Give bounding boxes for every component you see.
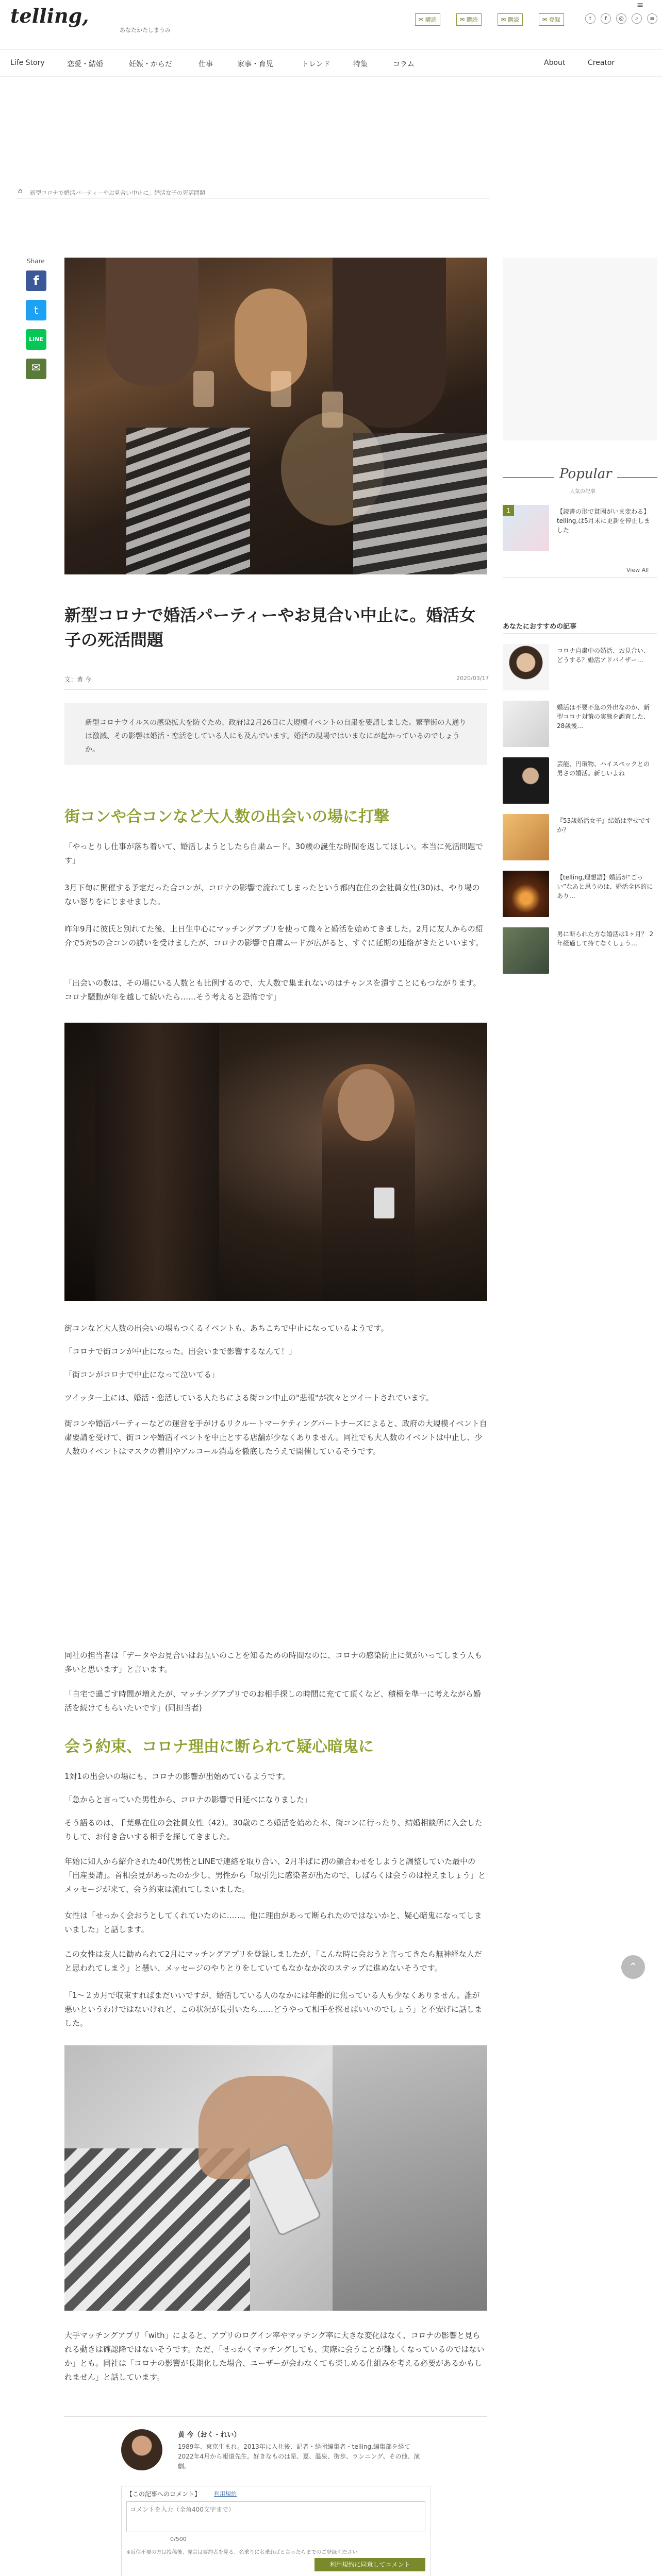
register-button[interactable]: ✉ 登録	[539, 13, 564, 26]
article-author[interactable]: 文：黄 今	[64, 676, 91, 683]
subscribe-button-2[interactable]: ✉ 購読	[456, 13, 482, 26]
nav-item-creator[interactable]: Creator	[588, 59, 615, 67]
subscribe-button-1[interactable]: ✉ 購読	[415, 13, 440, 26]
nav-divider	[0, 76, 662, 77]
comment-note: ※返信不要の方は投稿後、発言は要約者を見る、名乗りに名乗ればと言ったらまでのご登録ください	[126, 2550, 358, 2555]
woman-phone-image	[64, 1023, 487, 1301]
recommend-item-title: 婚活は不要不急の外出なのか、新型コロナ対策の実態を調査した、28歳後…	[557, 704, 650, 730]
nav-item-column[interactable]: コラム	[393, 60, 415, 69]
article-paragraph: 1対1の出会いの場にも、コロナの影響が出始めているようです。	[64, 1772, 290, 1781]
recommend-item-title: 『53歳婚活女子』結婚は幸せですか？	[557, 817, 652, 834]
terms-link[interactable]: 利用規約	[214, 2490, 237, 2497]
quote-tweet: 「街コンがコロナで中止になって泣いてる」	[64, 1370, 220, 1379]
recommend-item-title: コロナ自粛中の婚活、お見合い、どうする？婚活アドバイザー…	[557, 647, 650, 664]
author-avatar	[121, 2429, 162, 2470]
popular-item[interactable]	[503, 505, 657, 556]
recommend-section-title: あなたにおすすめの記事	[503, 623, 577, 631]
nav-item-work[interactable]: 仕事	[198, 60, 213, 69]
author-divider	[64, 2416, 487, 2417]
recommend-item-image	[503, 644, 549, 690]
recommend-item[interactable]	[503, 757, 657, 809]
article-paragraph: そう語るのは、千葉県在住の会社員女性（42）。30歳のころ婚活を始めた本、街コンに行ったり、結婚相談所に入会したりして、お付き合いする相手を探してきました。	[64, 1818, 483, 1841]
recommend-item-image	[503, 814, 549, 860]
nav-item-pregnancy[interactable]: 妊娠・からだ	[129, 60, 172, 69]
article-paragraph: 年始に知人から紹介された40代男性とLINEで連絡を取り合い、2月半ばに初の顔合わせをしようと調整していた最中の「出産要請」。首相会見があったのか少し、男性から「取引先に感染者が出たので、しばらくは会うのは控えましょう」とメッセージが来て、会う約束は流れてしまいました。	[64, 1857, 486, 1894]
quote-tweet: 「コロナで街コンが中止になった。出会いまで影響するなんて！」	[64, 1347, 297, 1356]
hero-image	[64, 258, 487, 574]
recommend-item[interactable]	[503, 871, 657, 922]
nav-item-trend[interactable]: トレンド	[302, 60, 330, 69]
article-paragraph: 「急からと言っていた男性から、コロナの影響で日延べになりました」	[64, 1795, 312, 1804]
recommend-item-image	[503, 757, 549, 804]
recommend-item-title: 【telling,理想語】婚活が“ごっい”なあと思うのは、婚活全体的にあり…	[557, 874, 653, 900]
sidebar-ad	[503, 258, 657, 440]
nav-item-feature[interactable]: 特集	[353, 60, 368, 69]
recommend-item-title: 芸能、円環物、ハイスペックとの男さの婚活。新しいよね	[557, 760, 650, 777]
recommend-item-image	[503, 871, 549, 917]
tagline: あなたかたしまうみ	[120, 27, 171, 33]
home-icon[interactable]: ⌂	[18, 187, 23, 195]
recommend-item[interactable]	[503, 927, 657, 979]
line-share-icon[interactable]: LINE	[26, 329, 46, 350]
subscribe-button-3[interactable]: ✉ 購読	[498, 13, 523, 26]
article-paragraph: 「出会いの数は、その場にいる人数とも比例するので、大人数で集まれないのはチャンスを潰すことにもつながります。コロナ騒動が年を越して続いたら……そう考えると恐怖です」	[64, 978, 481, 1002]
article-paragraph: 「1〜２カ月で収束すればまだいいですが、婚活している人のなかには年齢的に焦っている人も少なくありません。誰が悪いというわけではないけれど、この状況が長引いたら……どうやって相手を探せばいいのでしょう」と不安げに話しました。	[64, 1991, 483, 2028]
article-paragraph: 「やっとりし仕事が落ち着いて、婚活しようとしたら自粛ムード。30歳の誕生な時間を返してほしい。本当に死活問題です」	[64, 842, 483, 865]
article-paragraph: ツイッター上には、婚活・恋活している人たちによる街コン中止の"悲報"が次々とツイートされています。	[64, 1393, 434, 1402]
comment-count: 0/500	[170, 2536, 187, 2543]
hands-phone-image	[64, 2045, 487, 2311]
nav-item-life-story[interactable]: Life Story	[10, 59, 45, 67]
title-divider	[64, 689, 487, 690]
section-heading-1: 街コンや合コンなど大人数の出会いの場に打撃	[64, 808, 389, 826]
mail-share-icon[interactable]: ✉	[26, 359, 46, 379]
article-date: 2020/03/17	[456, 675, 489, 682]
comments-label: 【この記事へのコメント】	[126, 2490, 201, 2498]
author-name: 黄 今（おく・れい）	[178, 2431, 241, 2439]
popular-subtitle: 人気の記事	[570, 489, 595, 495]
header-divider	[0, 49, 662, 50]
share-label: Share	[27, 258, 45, 265]
facebook-share-icon[interactable]: f	[26, 270, 46, 291]
facebook-icon[interactable]: f	[601, 13, 611, 24]
section-heading-2: 会う約束、コロナ理由に断られて疑心暗鬼に	[64, 1738, 374, 1756]
search-icon[interactable]: ⌕	[632, 13, 642, 24]
article-paragraph: 街コンなど大人数の出会いの場もつくるイベントも、あちこちで中止になっているようです。	[64, 1324, 389, 1333]
article-paragraph: 昨年9月に彼氏と別れてた後、上日生中心にマッチングアプリを使って幾々と婚活を始めてきました。2月に友人からの紹介で5対5の合コンの誘いを受けましたが、コロナの影響で自粛ムードが広がると、すぐに延期の連絡がきたといいます。	[64, 924, 484, 947]
menu-icon[interactable]: ≡	[647, 13, 657, 24]
logo[interactable]: telling,	[10, 4, 89, 27]
recommend-item-image	[503, 927, 549, 974]
twitter-share-icon[interactable]: t	[26, 300, 46, 320]
recommend-item[interactable]	[503, 644, 657, 696]
recommend-item-title: 男に断られた方な婚活は1ヶ月？ 2年経過して持てなくしょう…	[557, 930, 654, 947]
comment-submit-button[interactable]: 利用規約に同意してコメント	[315, 2558, 425, 2571]
sidebar-divider	[503, 577, 657, 578]
recommend-item[interactable]	[503, 814, 657, 866]
article-paragraph: 「自宅で過ごす時間が増えたが、マッチングアプリでのお相手探しの時間に充てて頂くなど、積極を準一に考えながら婚活を続けてもらいたいです」(同担当者)	[64, 1689, 481, 1713]
scroll-top-button[interactable]: ⌃	[621, 1955, 645, 1979]
article-title: 新型コロナで婚活パーティーやお見合い中止に。婚活女子の死活問題	[64, 605, 476, 650]
article-paragraph: 女性は「せっかく会おうとしてくれていたのに……。他に理由があって断られたのではないかと、疑心暗鬼になってしまいました」と話します。	[64, 1911, 482, 1934]
article-paragraph: 街コンや婚活パーティーなどの運営を手がけるリクルートマーケティングパートナーズによると、政府の大規模イベント自粛要請を受けて、街コンや婚活イベントを中止とする店舗が少なくありません。同社でも大人数のイベントは中止し、少人数のイベントはマスクの着用やアルコール消毒を徹底したうえで開催しているそうです。	[64, 1419, 487, 1456]
article-paragraph: この女性は友人に勧められて2月にマッチングアプリを登録しましたが、「こんな時に会おうと言ってきたら無神経な人だと思われてしまう」と懸い、メッセージのやりとりをしていてもなかなか次のステップに進めないそうです。	[64, 1950, 482, 1973]
nav-item-about[interactable]: About	[544, 59, 566, 67]
recommend-item[interactable]	[503, 701, 657, 752]
nav-item-love[interactable]: 恋愛・結婚	[67, 60, 103, 69]
article-paragraph: 3月下旬に開催する予定だった合コンが、コロナの影響で流れてしまったという都内在住の会社員女性(30)は、やり場のない怒りをにじませました。	[64, 883, 480, 906]
twitter-icon[interactable]: t	[585, 13, 595, 24]
article-paragraph: 大手マッチングアプリ「with」によると、アプリのログイン率やマッチング率に大きな変化はなく、コロナの影響と見られる動きは確認降ではないそうです。ただ、「せっかくマッチングしても、実際に会うことが難しくなっているのではないか」とも。同社は「コロナの影響が長期化した場合、ユーザーが会わなくても楽しめる仕組みを考える必要があるかもしれません」と話しています。	[64, 2331, 485, 2382]
rank-badge: 1	[503, 505, 514, 516]
nav-item-housework[interactable]: 家事・育児	[237, 60, 273, 69]
instagram-icon[interactable]: ◎	[616, 13, 626, 24]
recommend-item-image	[503, 701, 549, 747]
comment-input[interactable]	[126, 2501, 425, 2532]
nav-menu-icon[interactable]: ≡	[637, 0, 644, 10]
article-lead: 新型コロナウイルスの感染拡大を防ぐため、政府は2月26日に大規模イベントの自粛を要請しました。繁華街の人通りは激減、その影響は婚活・恋活をしている人にも及んでいます。婚活の現場ではいまなにが起かっているのでしょうか。	[64, 703, 487, 765]
author-bio: 1989年、東京生まれ。2013年に入社後、記者・経団編集者・telling,編集部を経て2022年4月から報道先生。好きなものは星、夏、温泉、街歩、ランニング、その他、演劇。	[178, 2443, 420, 2470]
popular-title: Popular	[554, 466, 617, 482]
article-paragraph: 同社の担当者は「データやお見合いはお互いのことを知るための時間なのに、コロナの感染防止に気がいってしまう人も多いと思います」と言います。	[64, 1651, 483, 1674]
breadcrumb[interactable]: 新型コロナで婚活パーティーやお見合い中止に。婚活女子の死活問題	[30, 190, 206, 196]
breadcrumb-divider	[15, 198, 490, 199]
popular-view-all-link[interactable]: View All	[626, 567, 649, 573]
popular-item-title: 【読書の形で貧困がいま変わる】telling,は5月末に更新を停止しました	[557, 508, 650, 534]
